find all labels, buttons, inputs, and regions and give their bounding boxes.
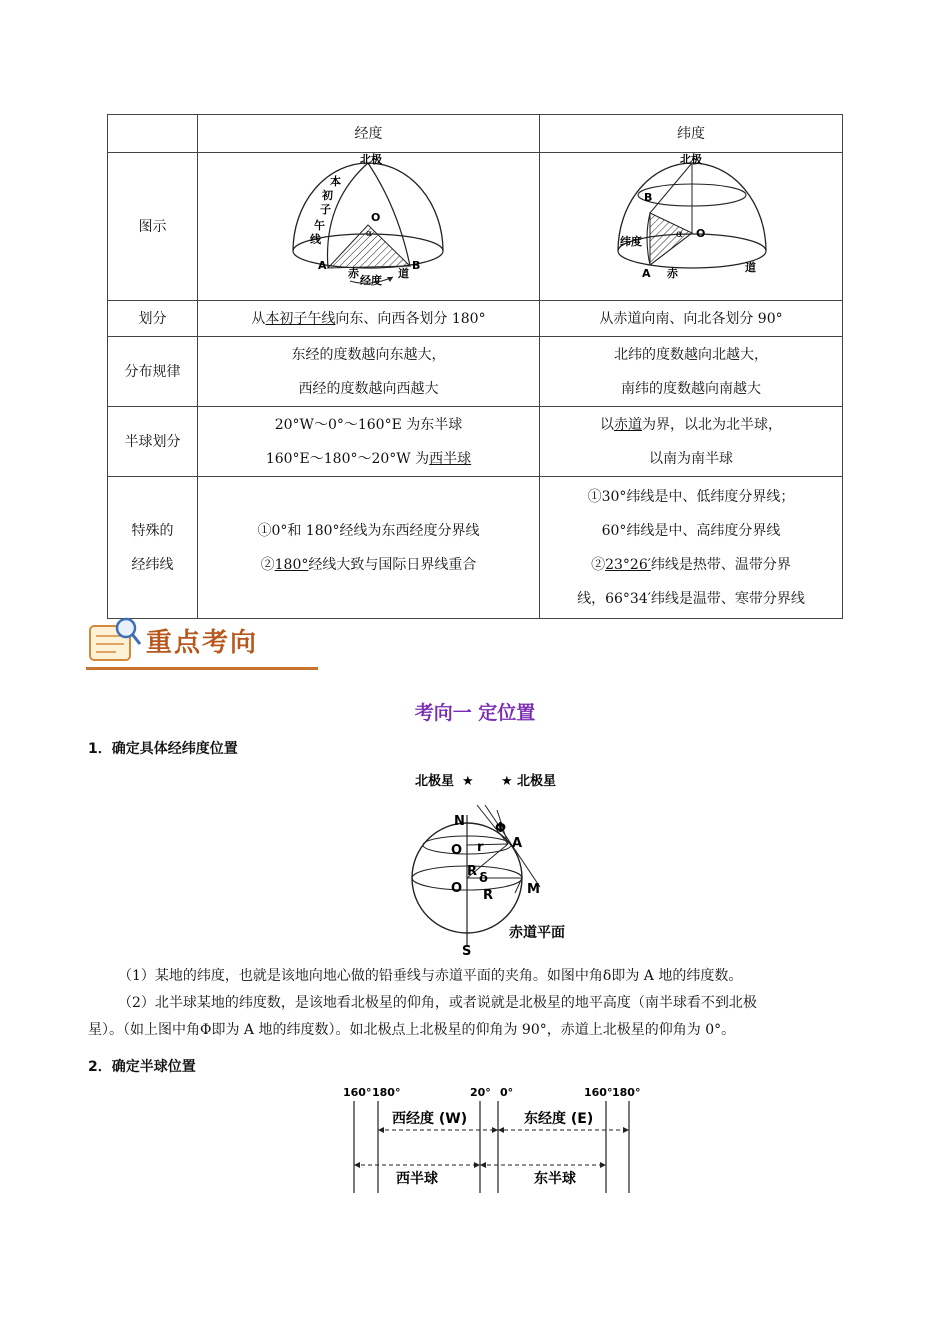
table-row-special xyxy=(108,477,843,619)
heading-underline xyxy=(86,667,318,670)
prime-meridian-term: 本初子午线 xyxy=(265,310,336,327)
longitude-hemisphere-diagram xyxy=(198,153,539,287)
west-longitude-label: 西经度 (W) xyxy=(392,1111,468,1127)
lat-equator-char-2: 道 xyxy=(745,261,756,274)
table-row-division xyxy=(108,301,843,337)
row-label-diagram: 图示 xyxy=(108,153,198,301)
hemisphere-latitude xyxy=(540,407,843,477)
tick-0: 0° xyxy=(500,1086,514,1099)
tropic-latitude: 23°26′ xyxy=(605,556,651,573)
lon-north-pole: 北极 xyxy=(360,153,382,166)
row-label-special-2: 经纬线 xyxy=(131,556,174,573)
western-hemisphere-term: 西半球 xyxy=(429,450,472,467)
latitude-hemisphere-diagram xyxy=(540,153,842,287)
western-hemisphere-label: 西半球 xyxy=(396,1171,438,1187)
header-latitude: 纬度 xyxy=(540,115,843,153)
lon-longitude-label: 经度 xyxy=(360,274,382,287)
paragraph-2-line-2: 星）。（如上图中角Φ即为 A 地的纬度数）。如北极点上北极星的仰角为 90°，赤道上北极星的仰角为 0°。 xyxy=(88,1022,736,1038)
lon-equator-char-2: 道 xyxy=(398,267,409,280)
distribution-lon-line-1: 东经的度数越向东越大， xyxy=(291,346,446,363)
hemisphere-lat-line-1 xyxy=(540,408,842,442)
globe-diagram xyxy=(405,765,590,960)
east-longitude-label: 东经度 (E) xyxy=(524,1111,594,1127)
equator-plane-label: 赤道平面 xyxy=(509,925,565,941)
lat-point-a: A xyxy=(642,267,651,280)
paragraph-2 xyxy=(88,990,863,1044)
distribution-latitude xyxy=(540,337,843,407)
row-label-special-1: 特殊的 xyxy=(131,522,174,539)
globe-n: N xyxy=(454,814,465,829)
section-title: 考向一 定位置 xyxy=(414,702,536,724)
paragraph-1 xyxy=(88,963,863,990)
lat-equator-char-1: 赤 xyxy=(667,267,678,280)
special-lon-text: 经线大致与国际日界线重合 xyxy=(308,556,477,573)
lat-point-b: B xyxy=(644,191,653,204)
lon-meridian-char-5: 线 xyxy=(310,233,321,246)
subheading-2: 2．确定半球位置 xyxy=(88,1059,196,1075)
distribution-lat-line-1: 北纬的度数越向北越大， xyxy=(614,346,768,363)
polaris-label-right: 北极星 xyxy=(517,774,557,789)
special-lon-180: 180° xyxy=(274,556,309,573)
lat-latitude-label: 纬度 xyxy=(620,235,642,248)
globe-point-a: A xyxy=(512,836,523,851)
special-lat-line-3 xyxy=(540,548,842,582)
globe-delta: δ xyxy=(479,871,488,886)
globe-m: M xyxy=(527,882,540,897)
division-latitude: 从赤道向南、向北各划分 90° xyxy=(540,301,843,337)
lat-north-pole: 北极 xyxy=(680,153,702,166)
division-longitude xyxy=(198,301,540,337)
lat-center-o: O xyxy=(696,227,706,240)
distribution-lon-line-2: 西经的度数越向西越大 xyxy=(298,380,439,397)
lon-point-a: A xyxy=(318,259,327,272)
globe-r-small: r xyxy=(477,840,484,855)
hemisphere-lat-line-2: 以南为南半球 xyxy=(649,450,733,467)
table-row-distribution xyxy=(108,337,843,407)
lon-meridian-char-2: 初 xyxy=(322,189,333,202)
special-lat-line-1: ①30°纬线是中、低纬度分界线； xyxy=(587,488,795,505)
globe-r-lower: R xyxy=(483,888,494,903)
lon-equator-char-1: 赤 xyxy=(348,267,359,280)
lon-meridian-char-1: 本 xyxy=(330,175,341,188)
hemisphere-lon-line-2 xyxy=(198,442,539,476)
subheading-1: 1．确定具体经纬度位置 xyxy=(88,741,238,757)
equator-term: 赤道 xyxy=(614,416,642,433)
globe-phi: Φ xyxy=(495,821,507,836)
table-header-row xyxy=(108,115,843,153)
special-lon-line-2 xyxy=(198,548,539,582)
eastern-hemisphere-label: 东半球 xyxy=(534,1171,576,1187)
tick-20: 20° xyxy=(470,1086,491,1099)
hemisphere-longitude xyxy=(198,407,540,477)
star-icon: ★ xyxy=(501,774,513,789)
latitude-diagram-cell xyxy=(540,153,843,301)
row-label-special xyxy=(108,477,198,619)
tick-160-right: 160° xyxy=(584,1086,613,1099)
special-latitude xyxy=(540,477,843,619)
comparison-table xyxy=(107,114,843,619)
row-label-division: 划分 xyxy=(108,301,198,337)
hemisphere-lon-text: 160°E～180°～20°W 为 xyxy=(265,450,430,467)
special-lat-line-4: 线，66°34′纬线是温带、寒带分界线 xyxy=(577,590,805,607)
longitude-diagram-cell xyxy=(198,153,540,301)
special-lon-line-1: ①0°和 180°经线为东西经度分界线 xyxy=(257,522,480,539)
paragraph-1-text: （1）某地的纬度，也就是该地向地心做的铅垂线与赤道平面的夹角。如图中角δ即为 A 地的纬度数。 xyxy=(118,968,743,984)
row-label-hemisphere: 半球划分 xyxy=(108,407,198,477)
special-lat-marker: ② xyxy=(591,556,606,573)
globe-o-upper: O xyxy=(451,843,463,858)
table-row-diagram xyxy=(108,153,843,301)
distribution-longitude xyxy=(198,337,540,407)
hemisphere-lat-text-2: 为界，以北为北半球， xyxy=(642,416,782,433)
lon-meridian-char-3: 子 xyxy=(320,203,331,216)
lon-meridian-char-4: 午 xyxy=(314,219,325,232)
special-lon-marker: ② xyxy=(260,556,275,573)
tick-160-left: 160° xyxy=(343,1086,372,1099)
division-lon-text-1: 从 xyxy=(251,310,266,327)
special-lat-text: 纬线是热带、温带分界 xyxy=(650,556,791,573)
paragraph-2-line-1: （2）北半球某地的纬度数，是该地看北极星的仰角，或者说就是北极星的地平高度（南半球看不到北极 xyxy=(118,995,757,1011)
lon-point-b: B xyxy=(412,259,421,272)
special-lat-line-2: 60°纬线是中、高纬度分界线 xyxy=(601,522,781,539)
row-label-distribution: 分布规律 xyxy=(108,337,198,407)
hemisphere-lon-line-1: 20°W～0°～160°E 为东半球 xyxy=(274,416,463,433)
section-heading: 重点考向 xyxy=(146,628,259,658)
table-header-empty xyxy=(108,115,198,153)
table-row-hemisphere xyxy=(108,407,843,477)
tick-180-left: 180° xyxy=(372,1086,401,1099)
distribution-lat-line-2: 南纬的度数越向南越大 xyxy=(621,380,761,397)
star-icon: ★ xyxy=(462,774,474,789)
globe-o-center: O xyxy=(451,881,463,896)
header-longitude: 经度 xyxy=(198,115,540,153)
globe-s: S xyxy=(462,944,472,959)
division-lon-text-2: 向东、向西各划分 180° xyxy=(335,310,486,327)
polaris-label-left: 北极星 xyxy=(415,774,455,789)
lon-angle-alpha: α xyxy=(366,229,372,239)
tick-180-right: 180° xyxy=(612,1086,640,1099)
hemisphere-division-diagram xyxy=(340,1083,640,1198)
lon-center-o: O xyxy=(371,211,381,224)
special-longitude xyxy=(198,477,540,619)
globe-r-upper: R xyxy=(467,864,478,879)
lat-angle-alpha: α xyxy=(676,229,683,240)
hemisphere-lat-text-1: 以 xyxy=(600,416,614,433)
